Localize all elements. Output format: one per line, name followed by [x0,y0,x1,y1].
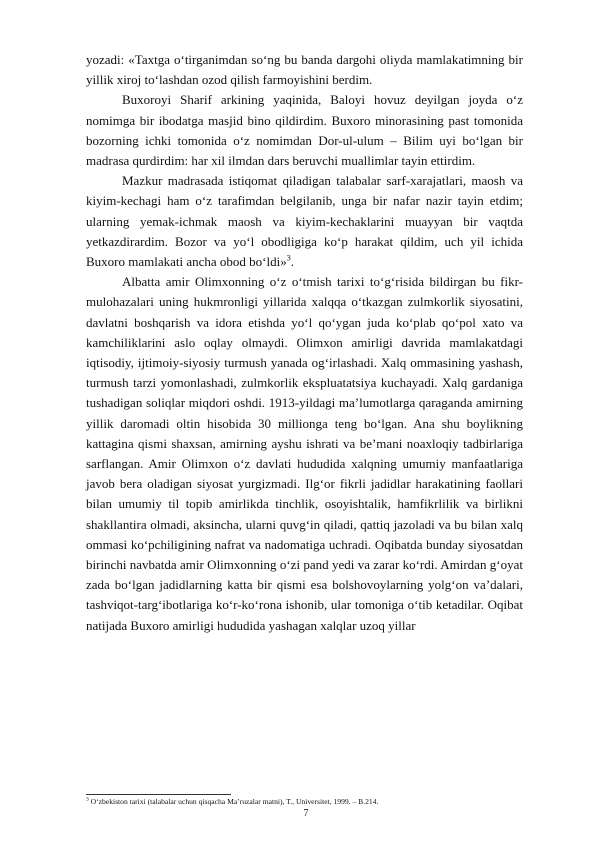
footnote [86,797,523,807]
paragraph-masjid-madrasa: Buxoroyi Sharif arkining yaqinida, Baloyi hovuz deyilgan joyda o‘z nomimga bir ibodatga masjid bino qildirdim. Buxoro minorasining past tomonida bozorning ichki tomonida o‘z nomimdan Dor-ul-ulum – Bilim uyi bo‘lgan bir madrasa qurdirdim: har xil ilmdan dars beruvchi muallimlar tayin ettirdim. [86,92,523,169]
paragraph-madrasa-students-text: Mazkur madrasada istiqomat qiladigan talabalar sarf-xarajatlari, maosh va kiyim-kechagi ham o‘z tarafimdan belgilanib, unga bir nafar nazir tayin etdim; ularning yemak-ichmak maosh va kiyim-kechaklarini muayyan bir vaqtda yetkazdirardim. Bozor va yo‘l obodligiga ko‘p harakat qildim, uch yil ichida Buxoro mamlakati ancha obod bo‘ldi» [86,173,523,270]
paragraph-end-punctuation: . [290,254,294,270]
footnote-marker: 3 [86,796,89,803]
paragraph-madrasa-students [86,171,523,272]
footnote-reference[interactable]: 3 [286,253,291,263]
document-body [86,50,523,636]
footnote-divider [86,794,231,795]
page-number: 7 [303,808,309,819]
footnote-text: O‘zbekiston tarixi (talabalar uchun qisqacha Ma’ruzalar matni), T., Universitet, 1999. – B.214. [88,797,379,806]
paragraph-olimxon-policy: Albatta amir Olimxonning o‘z o‘tmish tarixi to‘g‘risida bildirgan bu fikr-mulohazalari uning hukmronligi yillarida xalqqa o‘tkazgan zulmkorlik siyosatini, davlatni boshqarish va idora etishda yo‘l qo‘ygan juda ko‘plab qo‘pol xato va kamchiliklarini aslo oqlay olmaydi. Olimxon amirligi davrida mamlakatdagi iqtisodiy, ijtimoiy-siyosiy turmush yanada og‘irlashadi. Xalq ommasining yashash, turmush tarzi yomonlashadi, zulmkorlik ekspluatatsiya kuchayadi. Xalq gardaniga tushadigan soliqlar miqdori oshdi. 1913-yildagi ma’lumotlarga qaraganda amirning yillik daromadi oltin hisobida 30 millionga teng bo‘lgan. Ana shu boylikning kattagina qismi shaxsan, amirning ayshu ishrati va be’mani noaxloqiy tadbirlariga sarflangan. Amir Olimxon o‘z davlati hududida xalqning umumiy manfaatlariga javob bera oladigan siyosat yurgizmadi. Ilg‘or fikrli jadidlar harakatining faollari bilan umumiy til topib amirlikda tinchlik, osoyishtalik, hamfikrlilik va birlikni shakllantira olmadi, aksincha, ularni quvg‘in qiladi, qattiq jazoladi va bu bilan xalq ommasi ko‘pchiligining nafrat va nadomatiga uchradi. Oqibatda bunday siyosatdan birinchi navbatda amir Olimxonning o‘zi pand yedi va zarar ko‘rdi. Amirdan g‘oyat zada bo‘lgan jadidlarning katta bir qismi esa bolshovoylarning yolg‘on va’dalari, tashviqot-targ‘ibotlariga ko‘r-ko‘rona ishonib, ular tomoniga o‘tib ketadilar. Oqibat natijada Buxoro amirligi hududida yashagan xalqlar uzoq yillar [86,274,523,633]
paragraph-continuation: yozadi: «Taxtga o‘tirganimdan so‘ng bu banda dargohi oliyda mamlakatimning bir yillik xiroj to‘lashdan ozod qilish farmoyishini berdim. [86,52,523,88]
